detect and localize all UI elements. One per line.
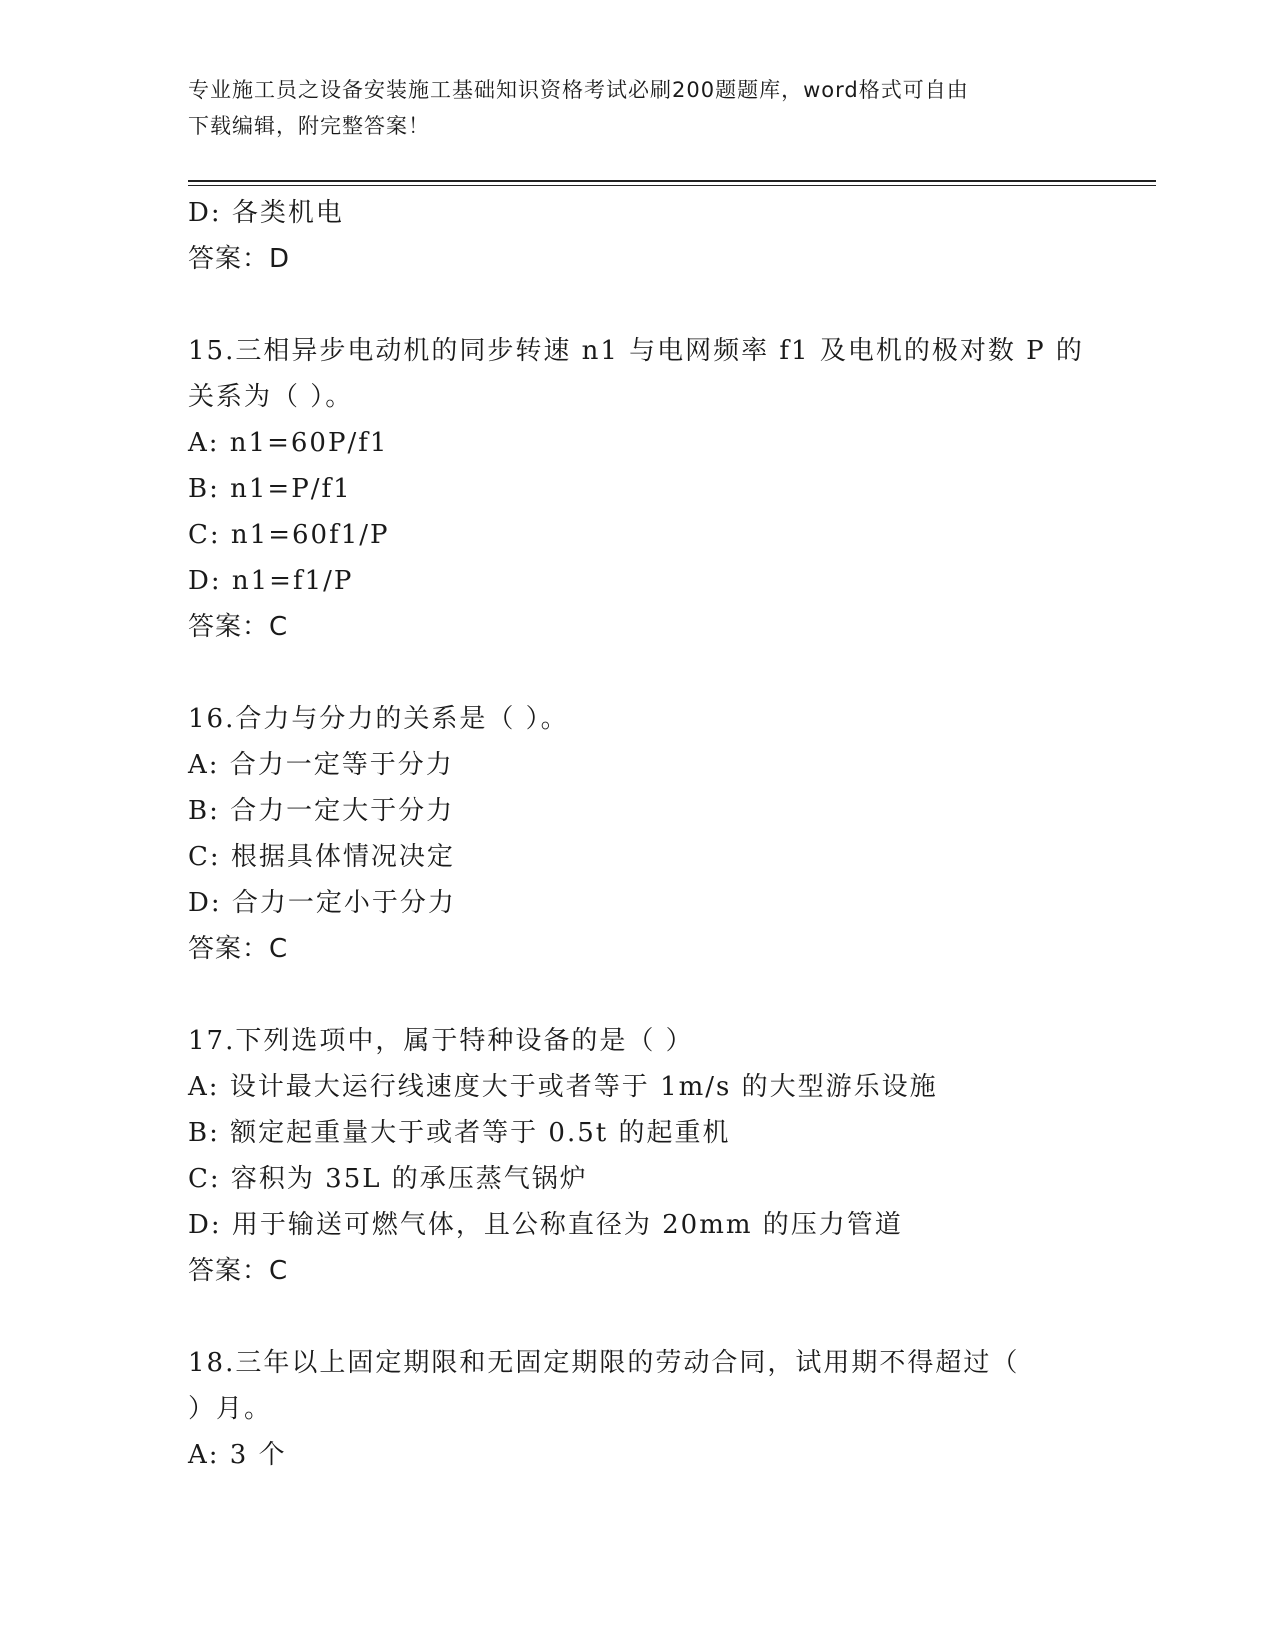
option-b: B: 额定起重量大于或者等于 0.5t 的起重机 [188,1118,731,1148]
document-header [188,72,1088,144]
header-line-1: 专业施工员之设备安装施工基础知识资格考试必刷200题题库，word格式可自由 [188,78,969,102]
question-stem: 16.合力与分力的关系是（ ）。 [188,704,569,734]
option-d: D: n1=f1/P [188,566,354,596]
question-stem: 17.下列选项中，属于特种设备的是（ ） [188,1026,694,1056]
question-stem-continued: 关系为（ ）。 [188,382,354,412]
option-d: D: 合力一定小于分力 [188,888,456,918]
answer-line: 答案：C [188,934,289,964]
option-b: B: n1=P/f1 [188,474,352,504]
option-c: C: n1=60f1/P [188,520,390,550]
header-divider-thin [188,185,1156,186]
option-a: A: 合力一定等于分力 [188,750,454,780]
option-a: A: 设计最大运行线速度大于或者等于 1m/s 的大型游乐设施 [188,1072,938,1102]
answer-line: 答案：C [188,612,289,642]
option-b: B: 合力一定大于分力 [188,796,455,826]
question-stem: 15.三相异步电动机的同步转速 n1 与电网频率 f1 及电机的极对数 P 的 [188,336,1084,366]
header-line-2: 下载编辑，附完整答案！ [188,114,430,138]
option-c: C: 根据具体情况决定 [188,842,455,872]
option-a: A: 3 个 [188,1440,287,1470]
question-stem: 18.三年以上固定期限和无固定期限的劳动合同，试用期不得超过（ [188,1348,1020,1378]
option-d: D: 各类机电 [188,198,344,228]
document-body [188,190,1088,1478]
question-stem-continued: ）月。 [188,1394,273,1424]
answer-line: 答案：C [188,1256,289,1286]
answer-line: 答案：D [188,244,291,274]
header-divider-thick [188,180,1156,182]
option-d: D: 用于输送可燃气体，且公称直径为 20mm 的压力管道 [188,1210,903,1240]
option-a: A: n1=60P/f1 [188,428,389,458]
option-c: C: 容积为 35L 的承压蒸气锅炉 [188,1164,588,1194]
